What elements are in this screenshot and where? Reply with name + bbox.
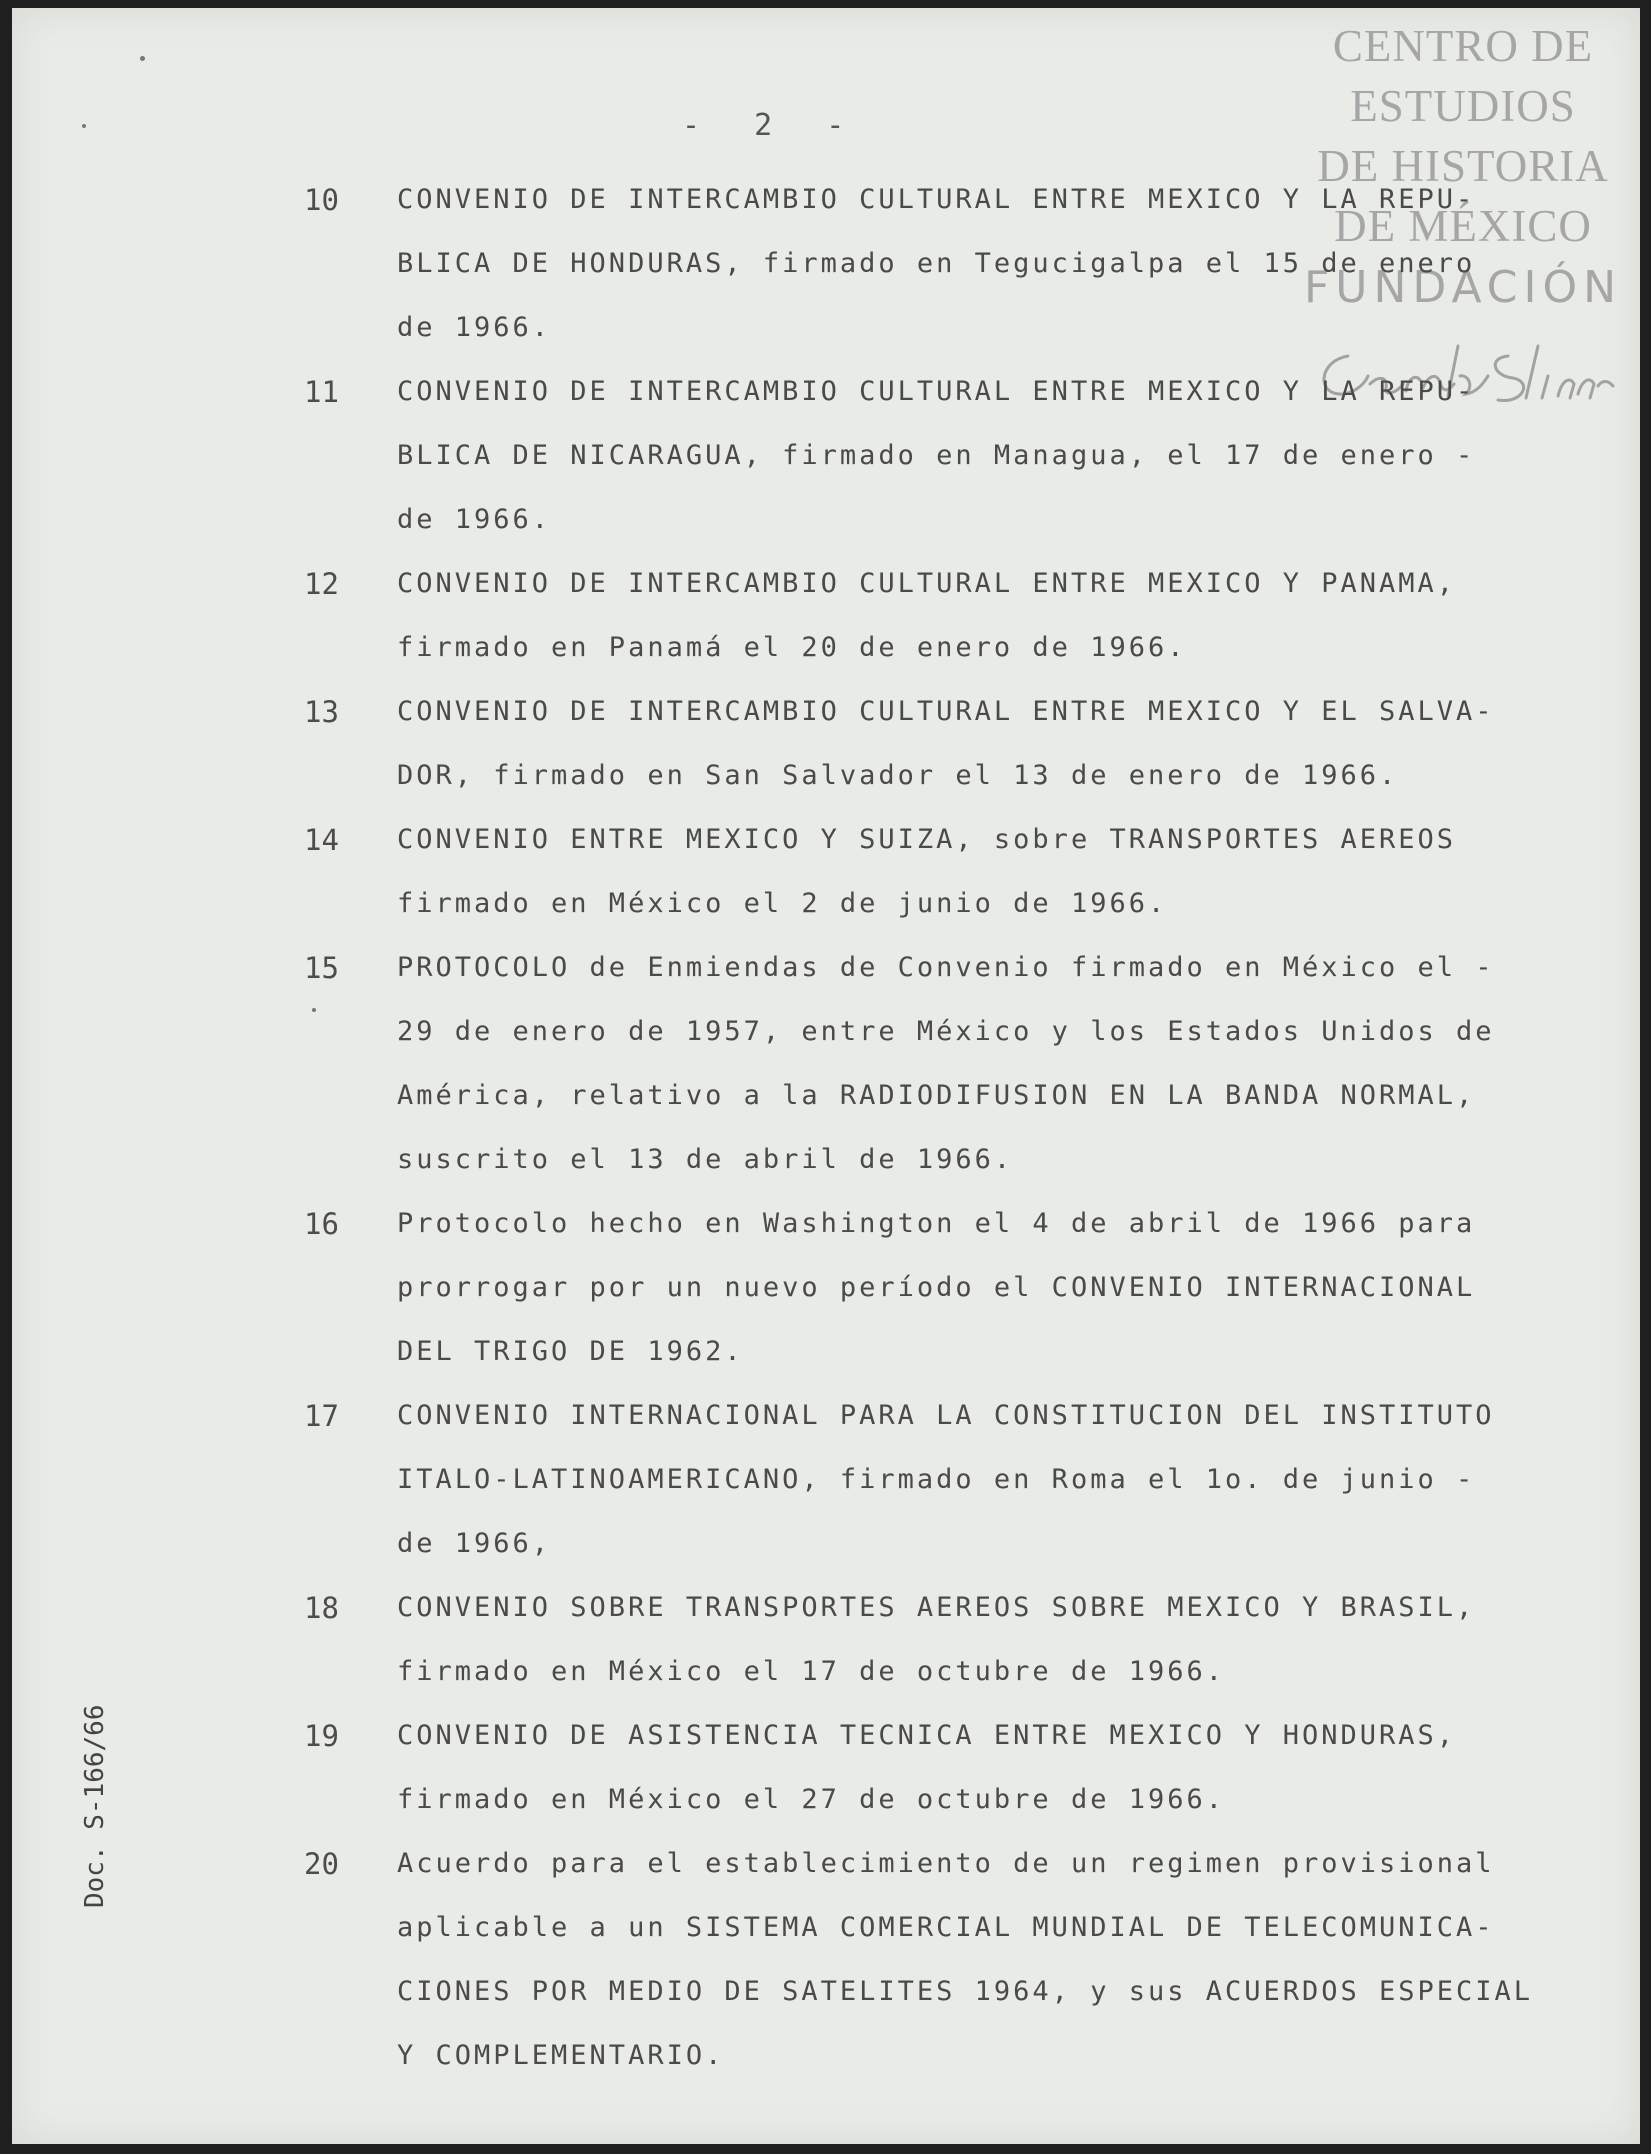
watermark-foundation: FUNDACIÓN [1303,262,1623,313]
list-item [12,808,1640,936]
paper-speck [82,124,86,128]
item-line: Protocolo hecho en Washington el 4 de abril de 1966 para [397,1208,1476,1239]
item-text [397,808,1567,936]
item-text [397,1576,1567,1704]
item-number: 11 [304,375,339,409]
item-number: 20 [304,1847,339,1881]
item-line: 29 de enero de 1957, entre México y los Estados Unidos de [397,1016,1495,1047]
list-item [12,1192,1640,1384]
item-line: firmado en México el 2 de junio de 1966. [397,888,1168,919]
item-line: suscrito el 13 de abril de 1966. [397,1144,1014,1175]
item-text [397,936,1567,1192]
item-line: de 1966. [397,504,552,535]
item-number: 15 [304,951,339,985]
list-item [12,552,1640,680]
agreement-list [12,168,1640,2088]
item-line: CIONES POR MEDIO DE SATELITES 1964, y sus ACUERDOS ESPECIAL [397,1976,1534,2007]
item-text [397,680,1567,808]
list-item [12,936,1640,1192]
item-text [397,1384,1567,1576]
item-text [397,168,1567,360]
item-line: CONVENIO SOBRE TRANSPORTES AEREOS SOBRE MEXICO Y BRASIL, [397,1592,1476,1623]
item-line: CONVENIO ENTRE MEXICO Y SUIZA, sobre TRANSPORTES AEREOS [397,824,1457,855]
document-reference-label: Doc. S-166/66 [80,1704,110,1908]
item-number: 18 [304,1591,339,1625]
item-line: ITALO-LATINOAMERICANO, firmado en Roma el 1o. de junio - [397,1464,1476,1495]
paper-speck [140,56,145,61]
watermark-line: CENTRO DE [1332,21,1594,71]
watermark-line: ESTUDIOS [1350,81,1576,131]
list-item [12,168,1640,360]
item-line: aplicable a un SISTEMA COMERCIAL MUNDIAL DE TELECOMUNICA- [397,1912,1495,1943]
list-item [12,680,1640,808]
item-line: PROTOCOLO de Enmiendas de Convenio firmado en México el - [397,952,1495,983]
item-line: CONVENIO INTERNACIONAL PARA LA CONSTITUCION DEL INSTITUTO [397,1400,1495,1431]
item-number: 16 [304,1207,339,1241]
list-item [12,1576,1640,1704]
item-line: CONVENIO DE ASISTENCIA TECNICA ENTRE MEXICO Y HONDURAS, [397,1720,1457,1751]
list-item [12,1832,1640,2088]
item-line: CONVENIO DE INTERCAMBIO CULTURAL ENTRE MEXICO Y LA REPU- [397,376,1476,407]
item-line: BLICA DE NICARAGUA, firmado en Managua, el 17 de enero - [397,440,1476,471]
item-line: firmado en México el 17 de octubre de 1966. [397,1656,1225,1687]
list-item [12,360,1640,552]
item-line: de 1966. [397,312,552,343]
document-page [12,8,1640,2144]
item-line: Y COMPLEMENTARIO. [397,2040,725,2071]
item-line: firmado en México el 27 de octubre de 1966. [397,1784,1225,1815]
item-text [397,1704,1567,1832]
item-line: firmado en Panamá el 20 de enero de 1966. [397,632,1187,663]
watermark-line: DE MÉXICO [1334,201,1592,251]
item-text [397,552,1567,680]
page-number: - 2 - [682,108,863,143]
list-item [12,1704,1640,1832]
item-line: BLICA DE HONDURAS, firmado en Tegucigalpa el 15 de enero [397,248,1476,279]
item-line: DEL TRIGO DE 1962. [397,1336,744,1367]
paper-speck [312,1008,316,1012]
item-line: CONVENIO DE INTERCAMBIO CULTURAL ENTRE MEXICO Y LA REPU- [397,184,1476,215]
item-number: 13 [304,695,339,729]
watermark-line: DE HISTORIA [1317,141,1609,191]
item-number: 14 [304,823,339,857]
item-line: DOR, firmado en San Salvador el 13 de enero de 1966. [397,760,1399,791]
item-line: CONVENIO DE INTERCAMBIO CULTURAL ENTRE MEXICO Y PANAMA, [397,568,1457,599]
item-line: de 1966, [397,1528,552,1559]
list-item [12,1384,1640,1576]
item-number: 12 [304,567,339,601]
item-line: CONVENIO DE INTERCAMBIO CULTURAL ENTRE MEXICO Y EL SALVA- [397,696,1495,727]
item-text [397,1192,1567,1384]
item-number: 19 [304,1719,339,1753]
item-text [397,360,1567,552]
item-line: Acuerdo para el establecimiento de un regimen provisional [397,1848,1495,1879]
item-text [397,1832,1567,2088]
item-number: 17 [304,1399,339,1433]
item-number: 10 [304,183,339,217]
item-line: prorrogar por un nuevo período el CONVENIO INTERNACIONAL [397,1272,1476,1303]
item-line: América, relativo a la RADIODIFUSION EN LA BANDA NORMAL, [397,1080,1476,1111]
